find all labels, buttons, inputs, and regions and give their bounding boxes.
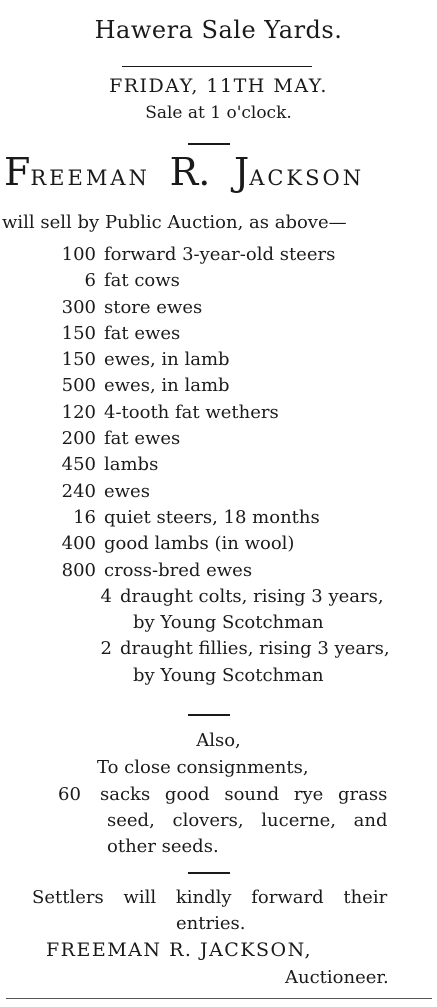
lot-quantity: 150 — [61, 349, 96, 371]
lot-item — [0, 560, 437, 586]
auctioneer-last-initial: J — [233, 150, 250, 194]
lot-item — [0, 270, 437, 296]
lot-item-continuation — [0, 612, 437, 638]
lot-item — [0, 533, 437, 559]
auctioneer-first-initial: F — [4, 150, 31, 194]
seed-description-line-3: other seeds. — [107, 836, 219, 857]
lot-quantity: 100 — [61, 244, 96, 265]
lot-description: forward 3-year-old steers — [104, 244, 336, 265]
lot-quantity: 200 — [61, 428, 96, 450]
sale-date: FRIDAY, 11TH MAY. — [109, 75, 328, 97]
lot-item — [0, 454, 437, 480]
lot-list — [0, 244, 437, 691]
seed-description-text: seed, clovers, lucerne, and — [107, 810, 388, 831]
lot-description: cross-bred ewes — [104, 559, 253, 581]
lot-description: ewes, in lamb — [104, 349, 230, 371]
lot-item — [0, 481, 437, 507]
consignments-line: To close consignments, — [97, 757, 309, 778]
lot-item — [0, 638, 437, 664]
seed-quantity: 60 — [58, 784, 81, 805]
lot-quantity: 240 — [61, 480, 96, 502]
ad-title: Hawera Sale Yards. — [94, 16, 343, 44]
lot-description: store ewes — [104, 296, 203, 318]
lot-description: fat ewes — [104, 428, 181, 450]
lot-quantity: 400 — [61, 533, 96, 555]
lot-quantity: 120 — [61, 401, 96, 423]
lot-description: lambs — [104, 454, 159, 476]
auctioneer-name-display — [4, 150, 436, 194]
lot-quantity: 300 — [61, 296, 96, 318]
lot-quantity: 150 — [61, 322, 96, 344]
lot-item — [0, 586, 437, 612]
lot-quantity: 500 — [61, 375, 96, 397]
auctioneer-last-rest: ACKSON — [249, 166, 365, 190]
auctioneer-first-rest: REEMAN — [30, 166, 150, 190]
lot-quantity: 4 — [100, 585, 112, 607]
lot-quantity: 800 — [61, 559, 96, 581]
seed-description-text: sacks good sound rye grass — [100, 784, 388, 805]
lot-description: draught colts, rising 3 years, — [120, 585, 384, 607]
lot-description: fat ewes — [104, 322, 181, 344]
sale-time: Sale at 1 o'clock. — [145, 103, 292, 123]
lot-description: quiet steers, 18 months — [104, 506, 320, 528]
section-divider-2 — [188, 714, 230, 716]
settlers-text: Settlers will kindly forward their — [32, 887, 388, 908]
auctioneer-middle-initial: R. — [169, 150, 211, 194]
lot-item — [0, 402, 437, 428]
seed-description-line-2 — [107, 810, 430, 831]
lot-quantity: 2 — [100, 638, 112, 660]
section-divider-1 — [188, 143, 230, 145]
also-heading: Also, — [196, 730, 241, 751]
lot-item — [0, 349, 437, 375]
lot-description: fat cows — [104, 270, 180, 292]
lot-description: ewes, in lamb — [104, 375, 230, 397]
lot-quantity: 450 — [61, 454, 96, 476]
lot-quantity: 6 — [84, 270, 96, 292]
settlers-notice — [32, 887, 430, 908]
auctioneer-signature: FREEMAN R. JACKSON, — [46, 939, 313, 961]
lot-item — [0, 507, 437, 533]
lot-item — [0, 375, 437, 401]
section-divider-3 — [188, 872, 230, 874]
lot-description: good lambs (in wool) — [104, 533, 295, 555]
lot-item — [0, 428, 437, 454]
bottom-border — [6, 998, 432, 999]
entries-text: entries. — [176, 913, 246, 934]
lot-item — [0, 244, 437, 270]
lot-item — [0, 297, 437, 323]
lot-item-continuation — [0, 665, 437, 691]
lot-quantity: 16 — [73, 506, 96, 528]
lot-description-continued: by Young Scotchman — [133, 664, 324, 686]
lot-description: 4-tooth fat wethers — [104, 401, 279, 423]
auctioneer-role: Auctioneer. — [285, 967, 389, 988]
lot-description: ewes — [104, 480, 150, 502]
auction-intro: will sell by Public Auction, as above— — [2, 212, 347, 233]
title-divider — [122, 66, 312, 67]
lot-description: draught fillies, rising 3 years, — [120, 638, 390, 660]
seed-description-line-1 — [100, 784, 430, 805]
lot-description-continued: by Young Scotchman — [133, 612, 324, 634]
lot-item — [0, 323, 437, 349]
